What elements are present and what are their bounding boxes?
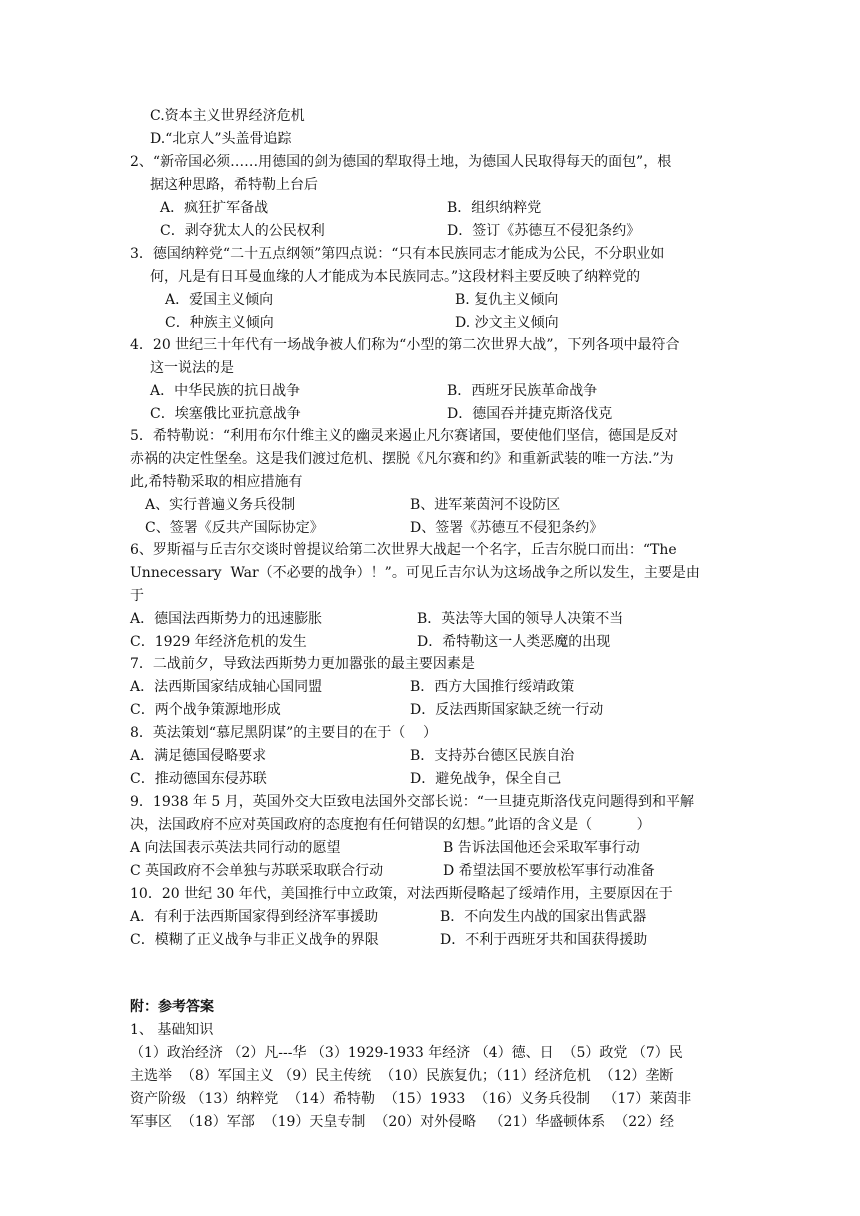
q10-stem-line1: 10．20 世纪 30 年代，美国推行中立政策，对法西斯侵略起了绥靖作用，主要原因在于 [130,886,673,902]
q5-stem-line2: 赤祸的决定性堡垒。这是我们渡过危机、摆脱《凡尔赛和约》和重新武装的唯一方法.”为 [130,451,674,467]
q9-option-d: D 希望法国不要放松军事行动准备 [443,863,655,879]
q3-stem-line1: 3．德国纳粹党“二十五点纲领”第四点说：“只有本民族同志才能成为公民，不分职业如 [130,246,665,262]
q6-stem-line3: 于 [130,588,144,604]
q2-option-d: D．签订《苏德互不侵犯条约》 [447,223,641,239]
q9-option-c: C 英国政府不会单独与苏联采取联合行动 [130,863,384,879]
q5-stem-line1: 5．希特勒说：“利用布尔什维主义的幽灵来遏止凡尔赛诸国，要使他们坚信，德国是反对 [130,428,679,444]
q6-stem-line1: 6、罗斯福与丘吉尔交谈时曾提议给第二次世界大战起一个名字，丘吉尔脱口而出：“The [130,542,677,558]
q9-option-a: A 向法国表示英法共同行动的愿望 [130,840,341,856]
q7-option-a: A．法西斯国家结成轴心国同盟 [130,679,323,695]
q3-option-c: C．种族主义倾向 [165,315,274,331]
q2-option-a: A．疯狂扩军备战 [160,200,269,216]
q10-option-d: D．不利于西班牙共和国获得援助 [440,932,648,948]
q8-option-a: A．满足德国侵略要求 [130,748,267,764]
q6-option-c: C．1929 年经济危机的发生 [130,634,307,650]
q4-option-b: B．西班牙民族革命战争 [447,383,598,399]
answers-subheading: 1、 基础知识 [130,1022,214,1038]
q4-option-a: A．中华民族的抗日战争 [150,383,301,399]
q8-option-b: B．支持苏台德区民族自治 [410,748,575,764]
q5-option-b: B、进军莱茵河不设防区 [410,497,561,513]
q6-option-d: D．希特勒这一人类恶魔的出现 [417,634,611,650]
q5-stem-line3: 此,希特勒采取的相应措施有 [130,474,303,490]
q7-option-c: C．两个战争策源地形成 [130,702,281,718]
q10-option-c: C．模糊了正义战争与非正义战争的界限 [130,932,379,948]
q4-option-c: C．埃塞俄比亚抗意战争 [150,406,301,422]
q4-stem-line2: 这一说法的是 [150,360,234,376]
q3-option-b: B. 复仇主义倾向 [455,292,559,308]
q10-option-b: B．不向发生内战的国家出售武器 [440,909,647,925]
answers-heading: 附：参考答案 [130,999,214,1015]
q3-stem-line2: 何，凡是有日耳曼血缘的人才能成为本民族同志。”这段材料主要反映了纳粹党的 [150,269,641,285]
q2-option-c: C．剥夺犹太人的公民权利 [160,223,325,239]
q8-stem-line1: 8．英法策划“慕尼黑阴谋”的主要目的在于（ ） [130,725,438,741]
answers-line3: 资产阶级 （13）纳粹党 （14）希特勒 （15）1933 （16）义务兵役制 （17）莱茵非 [130,1091,692,1107]
q2-stem-line2: 据这种思路，希特勒上台后 [150,177,318,193]
q5-option-a: A、实行普遍义务兵役制 [145,497,296,513]
q4-stem-line1: 4．20 世纪三十年代有一场战争被人们称为“小型的第二次世界大战”，下列各项中最符合 [130,337,680,353]
q6-option-b: B．英法等大国的领导人决策不当 [417,611,624,627]
q8-option-c: C．推动德国东侵苏联 [130,771,267,787]
q1-option-d: D.“北京人”头盖骨追踪 [150,131,292,147]
answers-line4: 军事区 （18）军部 （19）天皇专制 （20）对外侵略 （21）华盛顿体系 （22）经 [130,1114,675,1130]
q7-option-b: B．西方大国推行绥靖政策 [410,679,575,695]
answers-line2: 主选举 （8）军国主义 （9）民主传统 （10）民族复仇；（11）经济危机 （12）垄断 [130,1068,674,1084]
q7-option-d: D．反法西斯国家缺乏统一行动 [410,702,604,718]
q9-option-b: B 告诉法国他还会采取军事行动 [443,840,640,856]
q1-option-c: C.资本主义世界经济危机 [150,108,305,124]
q6-option-a: A．德国法西斯势力的迅速膨胀 [130,611,323,627]
q5-option-c: C、签署《反共产国际协定》 [145,520,324,536]
q9-stem-line2: 决，法国政府不应对英国政府的态度抱有任何错误的幻想。”此语的含义是（ ） [130,817,651,833]
q3-option-d: D. 沙文主义倾向 [455,315,559,331]
q7-stem-line1: 7．二战前夕，导致法西斯势力更加嚣张的最主要因素是 [130,656,475,672]
answers-line1: （1）政治经济 （2）凡---华 （3）1929-1933 年经济 （4）德、日 （5）政党 （7）民 [130,1045,683,1061]
q6-stem-line2: Unnecessary War（不必要的战争）！”。可见丘吉尔认为这场战争之所以发生，主要是由 [130,565,700,581]
q5-option-d: D、签署《苏德互不侵犯条约》 [410,520,604,536]
q2-option-b: B．组织纳粹党 [447,200,542,216]
q3-option-a: A．爱国主义倾向 [165,292,274,308]
q9-stem-line1: 9．1938 年 5 月，英国外交大臣致电法国外交部长说：“一旦捷克斯洛伐克问题得到和平解 [130,794,694,810]
q10-option-a: A．有利于法西斯国家得到经济军事援助 [130,909,379,925]
q8-option-d: D．避免战争，保全自己 [410,771,562,787]
q2-stem-line1: 2、“新帝国必须……用德国的剑为德国的犁取得土地，为德国人民取得每天的面包”，根 [130,154,672,170]
q4-option-d: D．德国吞并捷克斯洛伐克 [447,406,613,422]
